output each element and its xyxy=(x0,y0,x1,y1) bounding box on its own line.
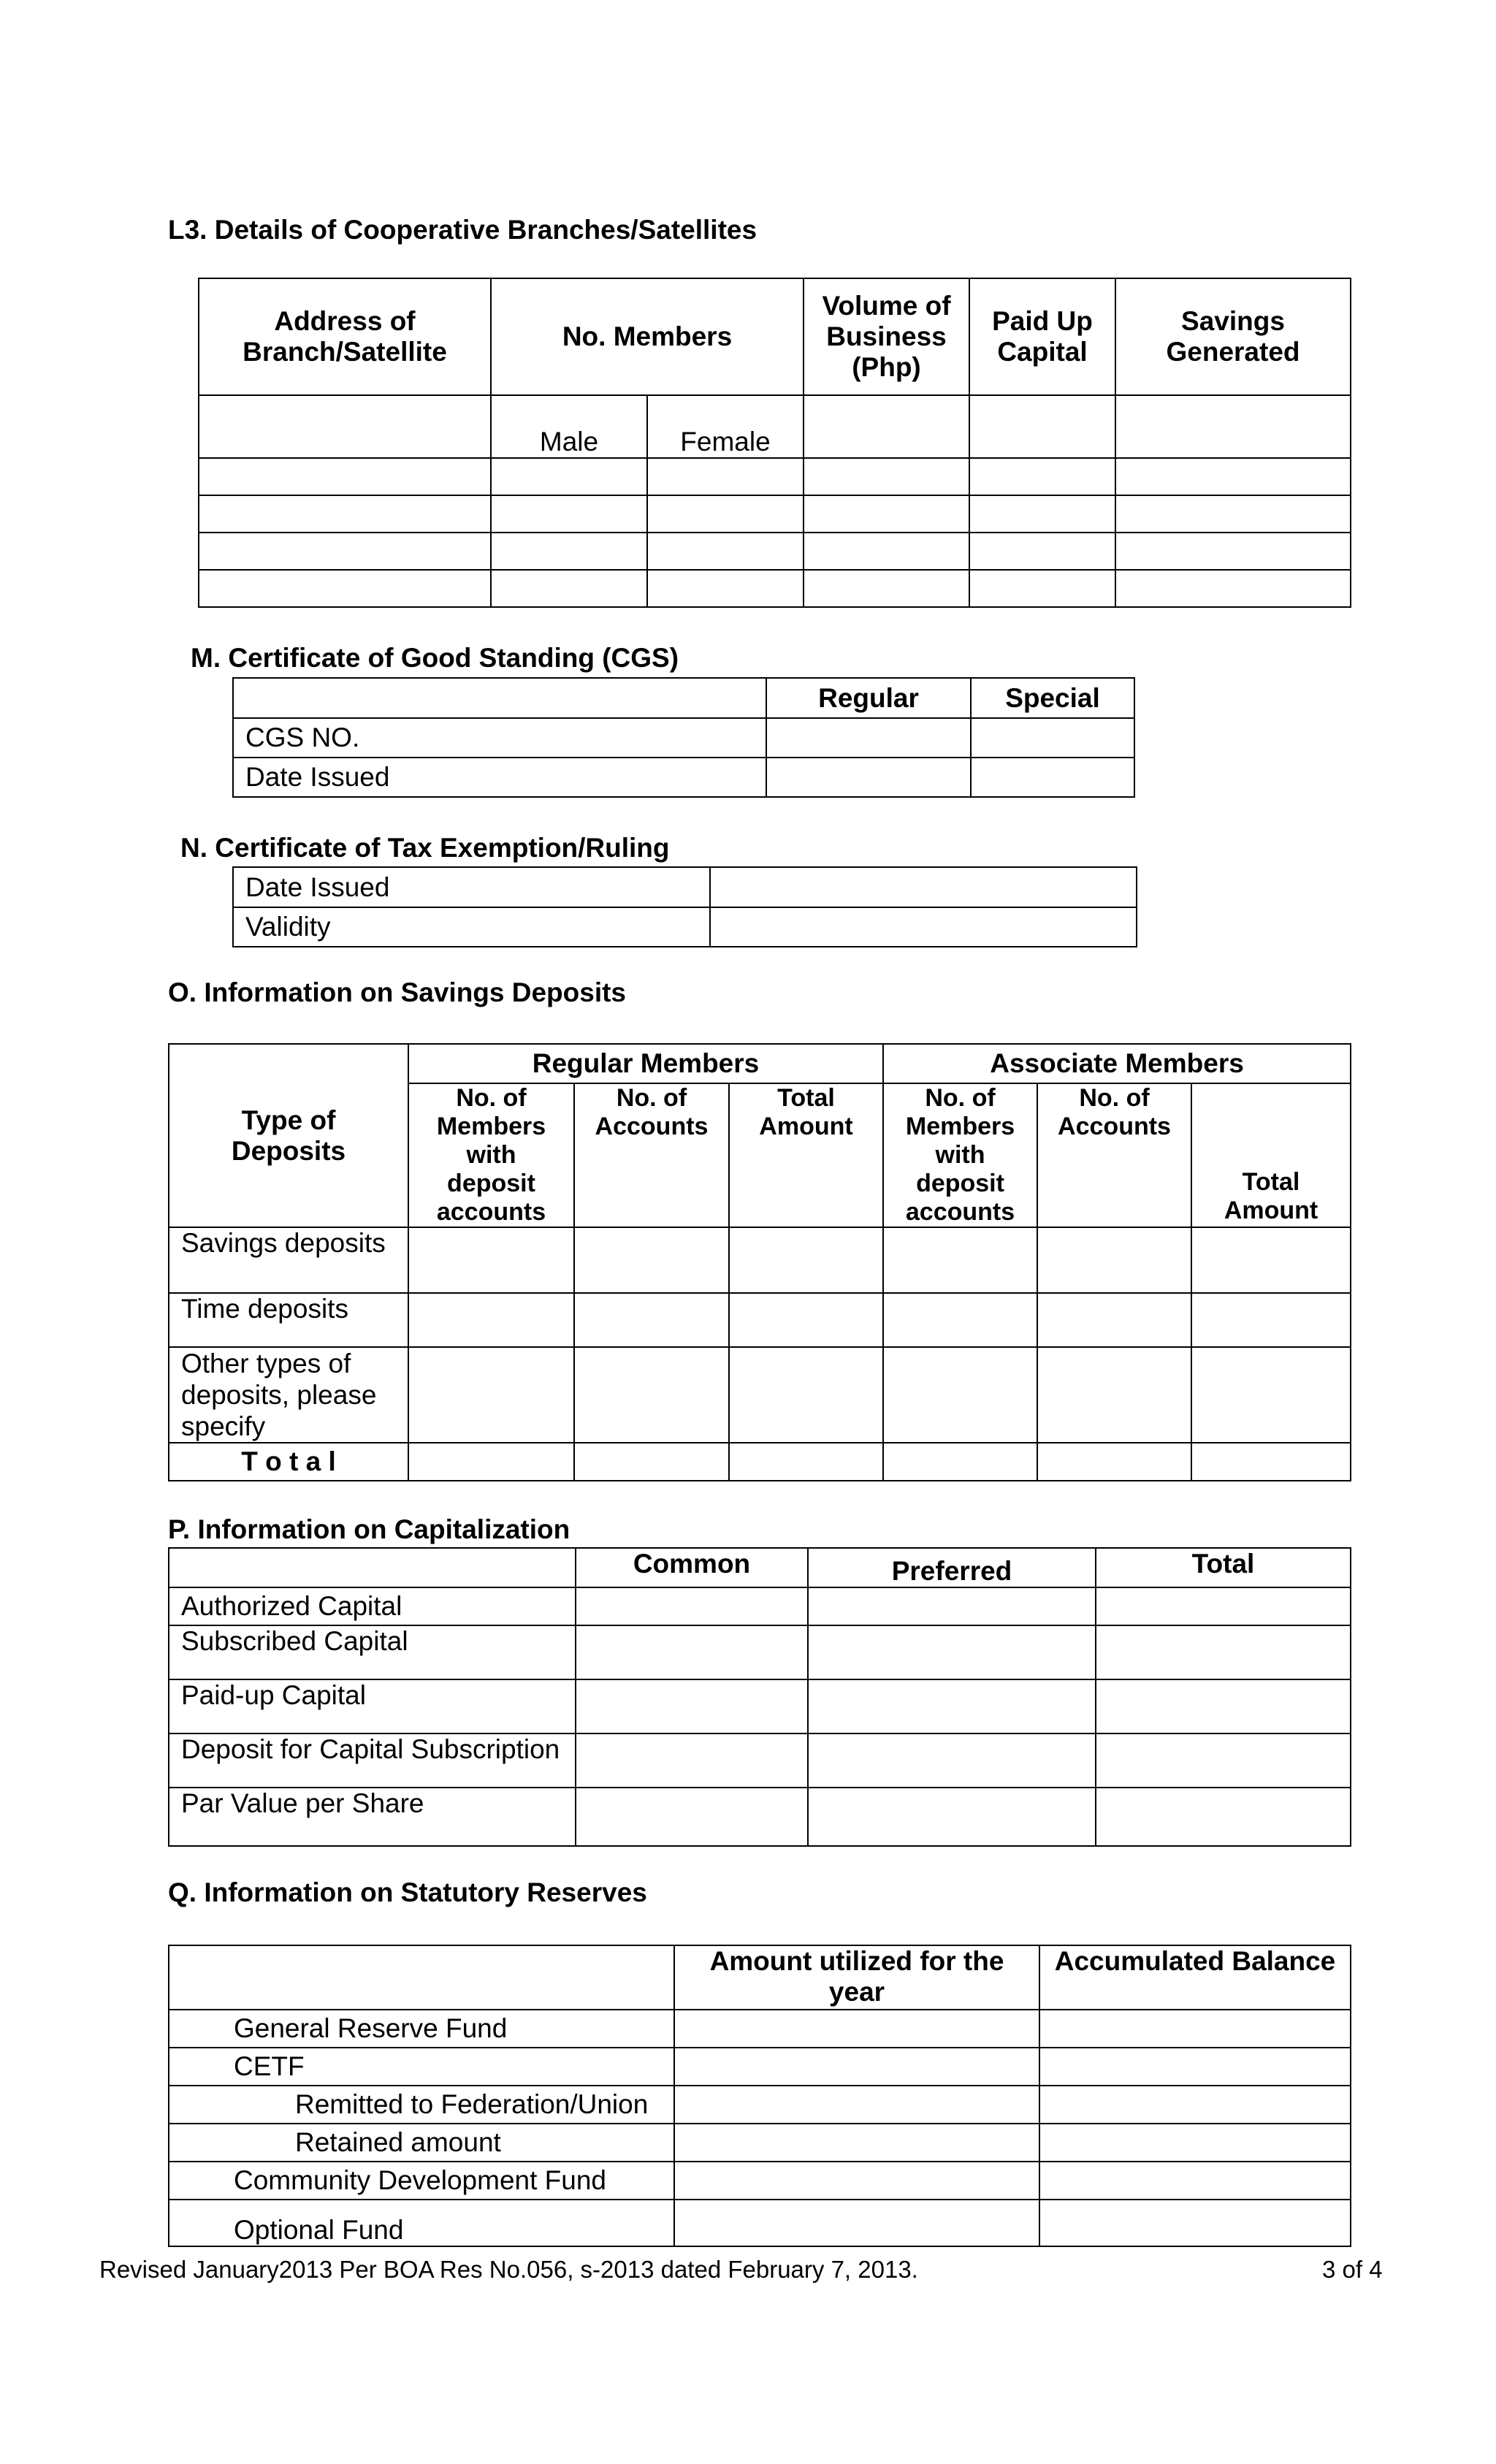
common-header: Common xyxy=(576,1548,808,1587)
tax-exemption-table xyxy=(232,866,1137,947)
section-o-heading: O. Information on Savings Deposits xyxy=(168,977,627,1007)
special-header: Special xyxy=(971,678,1134,718)
retained-label: Retained amount xyxy=(169,2124,674,2162)
subscribed-capital-label: Subscribed Capital xyxy=(169,1625,576,1679)
footer-revision-note: Revised January2013 Per BOA Res No.056, s-2013 dated February 7, 2013. xyxy=(99,2256,918,2283)
table-row xyxy=(169,1227,1351,1293)
regular-total-header: Total Amount xyxy=(729,1083,883,1227)
table-row xyxy=(199,533,1351,570)
table-row xyxy=(169,1293,1351,1347)
cgs-no-regular-field[interactable] xyxy=(766,718,971,758)
statutory-reserves-table xyxy=(168,1945,1351,2247)
volume-header: Volume of Business (Php) xyxy=(804,278,969,395)
table-row xyxy=(199,570,1351,607)
male-header: Male xyxy=(491,395,647,458)
capitalization-table xyxy=(168,1547,1351,1847)
cgs-no-label: CGS NO. xyxy=(233,718,766,758)
cgs-date-special-field[interactable] xyxy=(971,758,1134,797)
savings-cell[interactable] xyxy=(1115,395,1351,458)
table-row xyxy=(199,458,1351,495)
regular-accounts-header: No. of Accounts xyxy=(574,1083,729,1227)
savings-deposits-label: Savings deposits xyxy=(169,1227,408,1293)
section-m-heading: M. Certificate of Good Standing (CGS) xyxy=(191,643,679,673)
savings-deposits-table xyxy=(168,1043,1351,1481)
branch-address-cell[interactable] xyxy=(199,395,491,458)
preferred-header: Preferred xyxy=(808,1548,1096,1587)
section-q-heading: Q. Information on Statutory Reserves xyxy=(168,1877,647,1907)
female-header: Female xyxy=(647,395,804,458)
table-row xyxy=(169,1788,1351,1846)
table-row xyxy=(169,1443,1351,1481)
tax-date-field[interactable] xyxy=(710,867,1137,907)
total-header: Total xyxy=(1096,1548,1351,1587)
section-l3-heading: L3. Details of Cooperative Branches/Satellites xyxy=(168,215,757,245)
paid-up-header: Paid Up Capital xyxy=(969,278,1115,395)
remitted-label: Remitted to Federation/Union xyxy=(169,2086,674,2124)
cgs-date-label: Date Issued xyxy=(233,758,766,797)
regular-members-with-header: No. of Members with deposit accounts xyxy=(408,1083,574,1227)
total-label: T o t a l xyxy=(169,1443,408,1481)
table-row xyxy=(169,1625,1351,1679)
time-deposits-label: Time deposits xyxy=(169,1293,408,1347)
branches-table xyxy=(198,278,1351,608)
accumulated-balance-header: Accumulated Balance xyxy=(1039,1945,1351,2010)
volume-cell[interactable] xyxy=(804,395,969,458)
table-row xyxy=(199,495,1351,533)
associate-accounts-header: No. of Accounts xyxy=(1037,1083,1191,1227)
type-of-deposits-header: Type of Deposits xyxy=(169,1044,408,1227)
paid-up-capital-label: Paid-up Capital xyxy=(169,1679,576,1733)
general-reserve-label: General Reserve Fund xyxy=(169,2010,674,2048)
other-deposits-label: Other types of deposits, please specify xyxy=(169,1347,408,1443)
savings-header: Savings Generated xyxy=(1115,278,1351,395)
authorized-capital-label: Authorized Capital xyxy=(169,1587,576,1625)
cgs-no-special-field[interactable] xyxy=(971,718,1134,758)
table-row xyxy=(169,2010,1351,2048)
table-row xyxy=(169,1347,1351,1443)
associate-members-with-header: No. of Members with deposit accounts xyxy=(883,1083,1037,1227)
table-row xyxy=(169,2086,1351,2124)
table-row xyxy=(169,1679,1351,1733)
regular-members-header: Regular Members xyxy=(408,1044,883,1083)
table-row xyxy=(169,1587,1351,1625)
page-number: 3 of 4 xyxy=(1322,2256,1383,2283)
paid-up-cell[interactable] xyxy=(969,395,1115,458)
cgs-table xyxy=(232,677,1135,798)
tax-validity-label: Validity xyxy=(233,907,710,947)
tax-date-label: Date Issued xyxy=(233,867,710,907)
table-row xyxy=(169,2200,1351,2246)
table-row xyxy=(169,2124,1351,2162)
cetf-label: CETF xyxy=(169,2048,674,2086)
associate-total-header: Total Amount xyxy=(1191,1083,1351,1227)
address-header: Address of Branch/Satellite xyxy=(199,278,491,395)
members-header: No. Members xyxy=(491,278,804,395)
tax-validity-field[interactable] xyxy=(710,907,1137,947)
deposit-subscription-label: Deposit for Capital Subscription xyxy=(169,1733,576,1788)
table-row xyxy=(169,2162,1351,2200)
table-row xyxy=(169,1733,1351,1788)
section-n-heading: N. Certificate of Tax Exemption/Ruling xyxy=(180,833,670,863)
community-development-label: Community Development Fund xyxy=(169,2162,674,2200)
optional-fund-label: Optional Fund xyxy=(169,2200,674,2246)
table-row xyxy=(169,2048,1351,2086)
regular-header: Regular xyxy=(766,678,971,718)
cgs-date-regular-field[interactable] xyxy=(766,758,971,797)
par-value-label: Par Value per Share xyxy=(169,1788,576,1846)
associate-members-header: Associate Members xyxy=(883,1044,1351,1083)
amount-utilized-header: Amount utilized for the year xyxy=(674,1945,1039,2010)
section-p-heading: P. Information on Capitalization xyxy=(168,1514,570,1544)
